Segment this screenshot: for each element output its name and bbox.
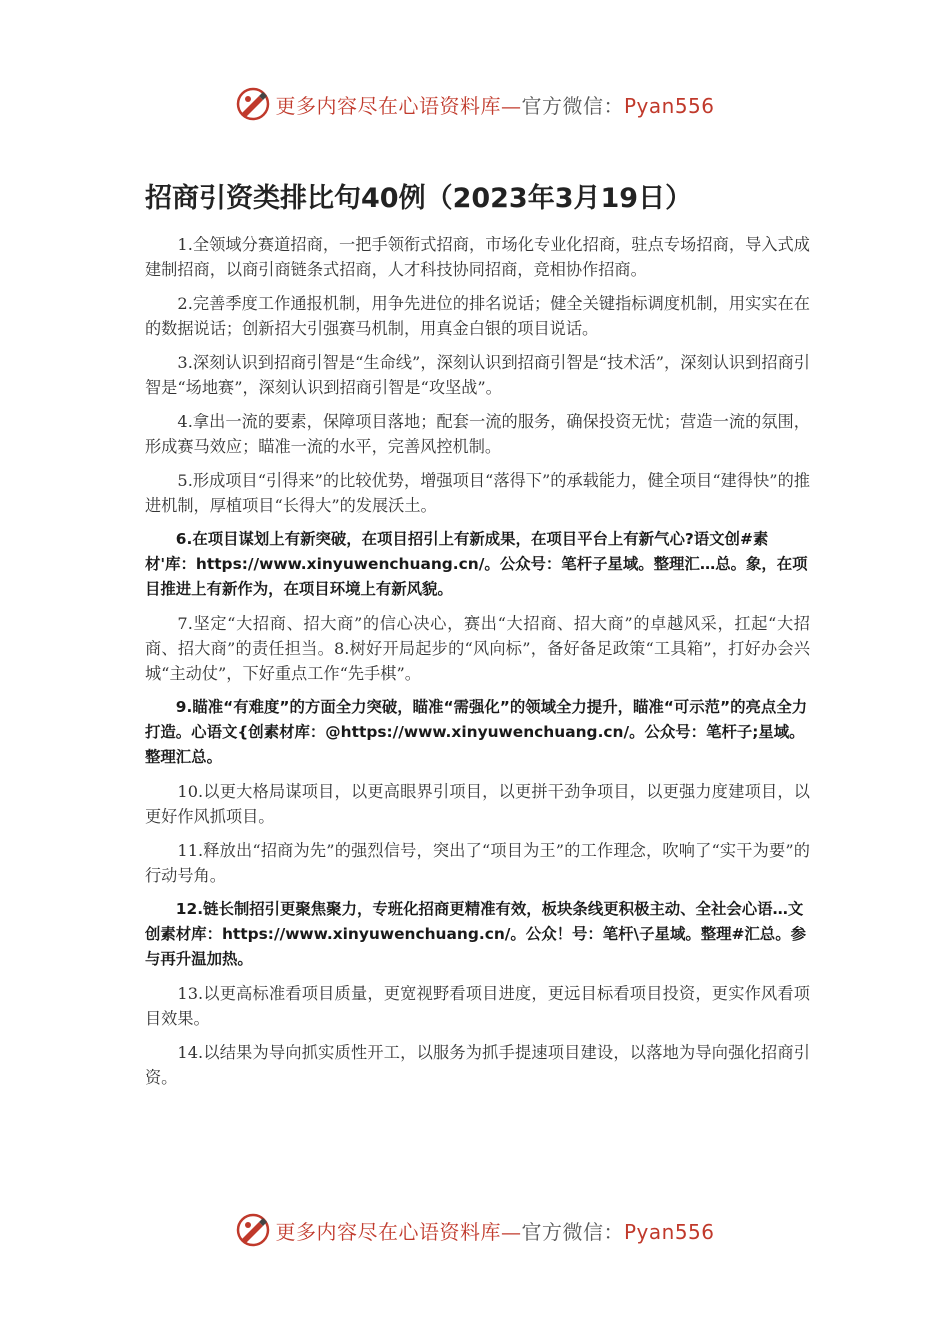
banner-dash: — — [500, 93, 522, 118]
banner-official-label: 官方微信： — [521, 1219, 624, 1244]
paragraph-3: 3.深刻认识到招商引智是“生命线”，深刻认识到招商引智是“技术活”，深刻认识到招商引智是“场地赛”，深刻认识到招商引智是“攻坚战”。 — [145, 353, 810, 397]
paragraph-14: 14.以结果为导向抓实质性开工，以服务为抓手提速项目建设，以落地为导向强化招商引资。 — [145, 1043, 810, 1087]
banner-text — [275, 90, 714, 119]
paragraph-5: 5.形成项目“引得来”的比较优势，增强项目“落得下”的承载能力，健全项目“建得快”的推进机制，厚植项目“长得大”的发展沃土。 — [145, 471, 810, 515]
paragraph-13: 13.以更高标准看项目质量，更宽视野看项目进度，更远目标看项目投资，更实作风看项目效果。 — [145, 984, 810, 1028]
banner-wechat-id: Pyan556 — [623, 93, 715, 118]
banner-main-text: 更多内容尽在心语资料库 — [275, 1219, 501, 1244]
paragraph-11: 11.释放出“招商为先”的强烈信号，突出了“项目为王”的工作理念，吹响了“实干为要”的行动号角。 — [145, 841, 810, 885]
header-banner — [0, 84, 950, 124]
banner-main-text: 更多内容尽在心语资料库 — [275, 93, 501, 118]
paragraph-1: 1.全领域分赛道招商，一把手领衔式招商，市场化专业化招商，驻点专场招商，导入式成建制招商，以商引商链条式招商，人才科技协同招商，竞相协作招商。 — [145, 235, 810, 279]
pen-seal-logo-icon — [235, 86, 271, 122]
paragraph-9: 9.瞄准“有难度”的方面全力突破，瞄准“需强化”的领域全力提升，瞄准“可示范”的亮点全力打造。心语文{创素材库：@https://www.xinyuwenchuang.cn/。公众号：笔杆子;星域。整理汇总。 — [145, 698, 808, 766]
banner-official-label: 官方微信： — [521, 93, 624, 118]
document-body — [145, 232, 810, 1099]
page-title: 招商引资类排比句40例（2023年3月19日） — [145, 183, 693, 214]
pen-seal-logo-icon — [235, 1212, 271, 1248]
banner-dash: — — [500, 1219, 522, 1244]
paragraph-6: 6.在项目谋划上有新突破，在项目招引上有新成果，在项目平台上有新气心?语文创#素材'库：https://www.xinyuwenchuang.cn/。公众号：笔杆子星域。整理汇…总。象，在项目推进上有新作为，在项目环境上有新风貌。 — [145, 530, 808, 598]
paragraph-10: 10.以更大格局谋项目，以更高眼界引项目，以更拼干劲争项目，以更强力度建项目，以更好作风抓项目。 — [145, 782, 810, 826]
paragraph-4: 4.拿出一流的要素，保障项目落地；配套一流的服务，确保投资无忧；营造一流的氛围，形成赛马效应；瞄准一流的水平，完善风控机制。 — [145, 412, 810, 456]
banner-text — [275, 1216, 714, 1245]
paragraph-2: 2.完善季度工作通报机制，用争先进位的排名说话；健全关键指标调度机制，用实实在在的数据说话；创新招大引强赛马机制，用真金白银的项目说话。 — [145, 294, 810, 338]
banner-wechat-id: Pyan556 — [623, 1219, 715, 1244]
paragraph-7: 7.坚定“大招商、招大商”的信心决心，赛出“大招商、招大商”的卓越风采，扛起“大招商、招大商”的责任担当。8.树好开局起步的“风向标”，备好备足政策“工具箱”，打好办会兴城“主动仗”，下好重点工作“先手棋”。 — [145, 614, 810, 683]
footer-banner — [0, 1210, 950, 1250]
paragraph-12: 12.链长制招引更聚焦聚力，专班化招商更精准有效，板块条线更积极主动、全社会心语…文创素材库：https://www.xinyuwenchuang.cn/。公众！号：笔杆\子星域。整理#汇总。参与再升温加热。 — [145, 900, 806, 968]
